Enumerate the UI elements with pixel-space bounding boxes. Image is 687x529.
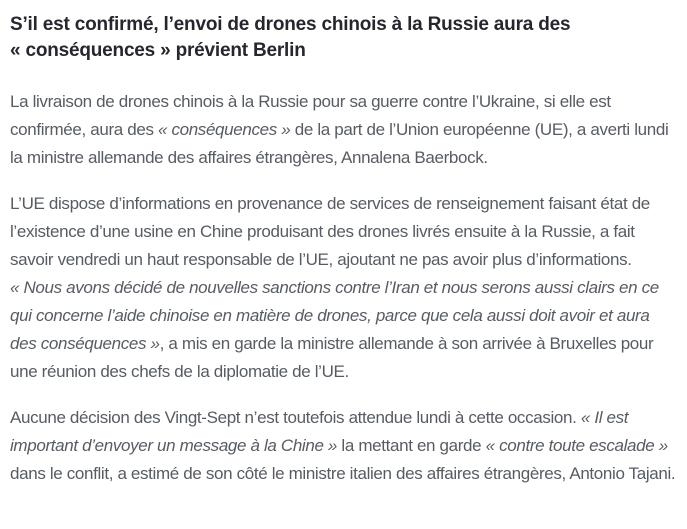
article-paragraph-3: Aucune décision des Vingt-Sept n’est toutefois attendue lundi à cette occasion. « Il est important d’envoyer un message à la Chine » la mettant en garde « contre toute escalade » dans le conflit, a estimé de son côté le ministre italien des affaires étrangères, Antonio Tajani.: [10, 408, 676, 483]
article-title: S’il est confirmé, l’envoi de drones chinois à la Russie aura des « conséquences » prévient Berlin: [10, 14, 571, 61]
article-paragraph-2: L’UE dispose d’informations en provenance de services de renseignement faisant état de l’existence d’une usine en Chine produisant des drones livrés ensuite à la Russie, a fait savoir vendredi un haut responsable de l’UE, ajoutant ne pas avoir plus d’informations. « Nous avons décidé de nouvelles sanctions contre l’Iran et nous serons aussi clairs en ce qui concerne l’aide chinoise en matière de drones, parce que cela aussi doit avoir et aura des conséquences », a mis en garde la ministre allemande à son arrivée à Bruxelles pour une réunion des chefs de la diplomatie de l’UE.: [10, 194, 659, 381]
article-paragraph-1: La livraison de drones chinois à la Russie pour sa guerre contre l’Ukraine, si elle est confirmée, aura des « conséquences » de la part de l’Union européenne (UE), a averti lundi la ministre allemande des affaires étrangères, Annalena Baerbock.: [10, 92, 669, 167]
